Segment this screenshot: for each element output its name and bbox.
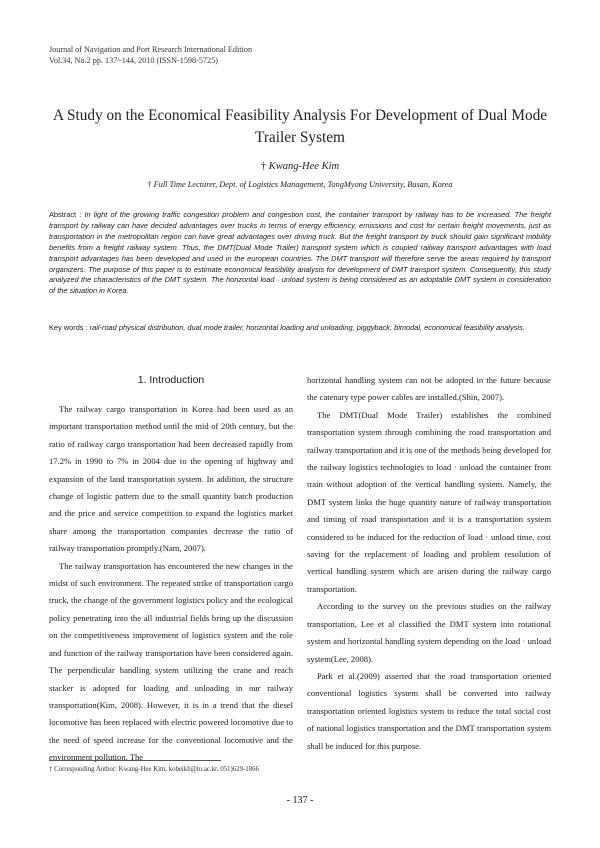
keywords bbox=[49, 323, 551, 334]
body-paragraph: The railway transportation has encountered the new changes in the midst of such environment. The repeated strike of transportation cargo truck, the change of the government logistics policy and the ecological policy penetrating into the all industrial fields bring up the discussion on the competitiveness improvement of logistics system and the role and function of the railway transportation have been considered again. The perpendicular handling system utilizing the crane and reach stacker is adopted for loading and unloading in our railway transportation(Kim, 2008). However, it is in a trend that the diesel locomotive has been replaced with electric powered locomotive due to the need of speed increase for the conventional locomotive and the environment pollution. The bbox=[49, 560, 293, 763]
right-column bbox=[307, 372, 551, 755]
body-paragraph: The railway cargo transportation in Korea had been used as an important transportation method until the mid of 20th century, but the ratio of railway cargo transportation had been decreased rapidly from 17.2% in 1990 to 7% in 2004 due to the opening of highway and expansion of the land transportation system. In addition, the structure change of logistic pattern due to the small quantity batch production and the price and service competition to expand the logistics market share among the transportation companies decrease the ratio of railway transportation promptly.(Nam, 2007). bbox=[49, 404, 293, 554]
affiliation-line bbox=[0, 180, 600, 189]
footnote-text: Corresponding Author: Kwang-Hee Kim, kobeikh@tu.ac.kr, 051)629-1866 bbox=[54, 766, 259, 773]
affiliation-dagger: † bbox=[147, 180, 152, 189]
keywords-text: rail-road physical distribution, dual mode trailer, horizontal loading and unloading, piggyback, bimodal, economical feasibility analysis. bbox=[89, 323, 525, 332]
footnote-dagger: † bbox=[49, 766, 53, 773]
affiliation-text: Full Time Lecturer, Dept. of Logistics Management, TongMyong University, Busan, Korea bbox=[153, 180, 453, 189]
author-name: Kwang-Hee Kim bbox=[268, 161, 340, 172]
abstract-label: Abstract : bbox=[49, 210, 85, 219]
left-column bbox=[49, 372, 293, 767]
body-paragraph: According to the survey on the previous studies on the railway transportation, Lee et al classified the DMT system into rotational system and horizontal handling system depending on the load · unload system(Lee, 2008). bbox=[307, 601, 551, 664]
body-paragraph: The DMT(Dual Mode Trailer) establishes the combined transportation system through combining the road transportation and railway transportation and it is one of the methods being developed for the railway logistics technologies to load · unload the container from train without adoption of the vertical handling system. Namely, the DMT system links the huge quantity nature of railway transportation and timing of road transportation and it is a transportation system considered to be induced for the reduction of load · unload time, cost saving for the replacement of loading and problem resolution of vertical handling system which are arisen during the railway cargo transportation. bbox=[307, 409, 551, 594]
keywords-label: Key words : bbox=[49, 323, 90, 332]
page-number: - 137 - bbox=[286, 795, 314, 806]
body-paragraph: Park et al.(2009) asserted that the road transportation oriented conventional logistics system shall be converted into railway transportation oriented logistics system to reduce the total social cost of national logistics transportation and the DMT transportation system shall be induced for this purpose. bbox=[307, 670, 551, 751]
abstract bbox=[49, 210, 551, 297]
journal-name: Journal of Navigation and Port Research International Edition bbox=[49, 45, 253, 54]
section-heading: 1. Introduction bbox=[137, 374, 205, 386]
paper-title: A Study on the Economical Feasibility Analysis For Development of Dual Mode Trailer System bbox=[52, 107, 548, 146]
body-paragraph: horizontal handling system can not be adopted in the future because the catenary type power cables are installed.(Shin, 2007). bbox=[307, 375, 551, 403]
author-dagger: † bbox=[260, 161, 267, 172]
journal-volume-info: Vol.34, No.2 pp. 137~144, 2010 (ISSN-1598-5725) bbox=[49, 56, 218, 65]
abstract-text: In light of the growing traffic congestion problem and congestion cost, the container transport by railway has to be increased. The freight transport by railway can have decided advantages over trucks in terms of energy efficiency, emissions and cost for certain freight movements, just as transportation in the metropolitan region can have great advantages over driving truck. But the freight transport by truck should gain significant mobility benefits from a freight railway system. Thus, the DMT(Dual Mode Trailer) transport system which is coupled railway transport advantages with load transport advantages has been developed and used in the european countries. The DMT transport will therefore serve the areas required by transport organizers. The purpose of this paper is to estimate economical feasibility analysis for development of DMT transport system. Consequently, this study analyzed the characteristics of the DMT system. The horizontal load · unload system is being considered as an adoptable DMT system in consideration of the situation in Korea. bbox=[49, 210, 551, 296]
author-line bbox=[0, 161, 600, 172]
footnote-divider bbox=[49, 760, 221, 761]
footnote bbox=[49, 765, 259, 774]
journal-header bbox=[49, 44, 252, 66]
